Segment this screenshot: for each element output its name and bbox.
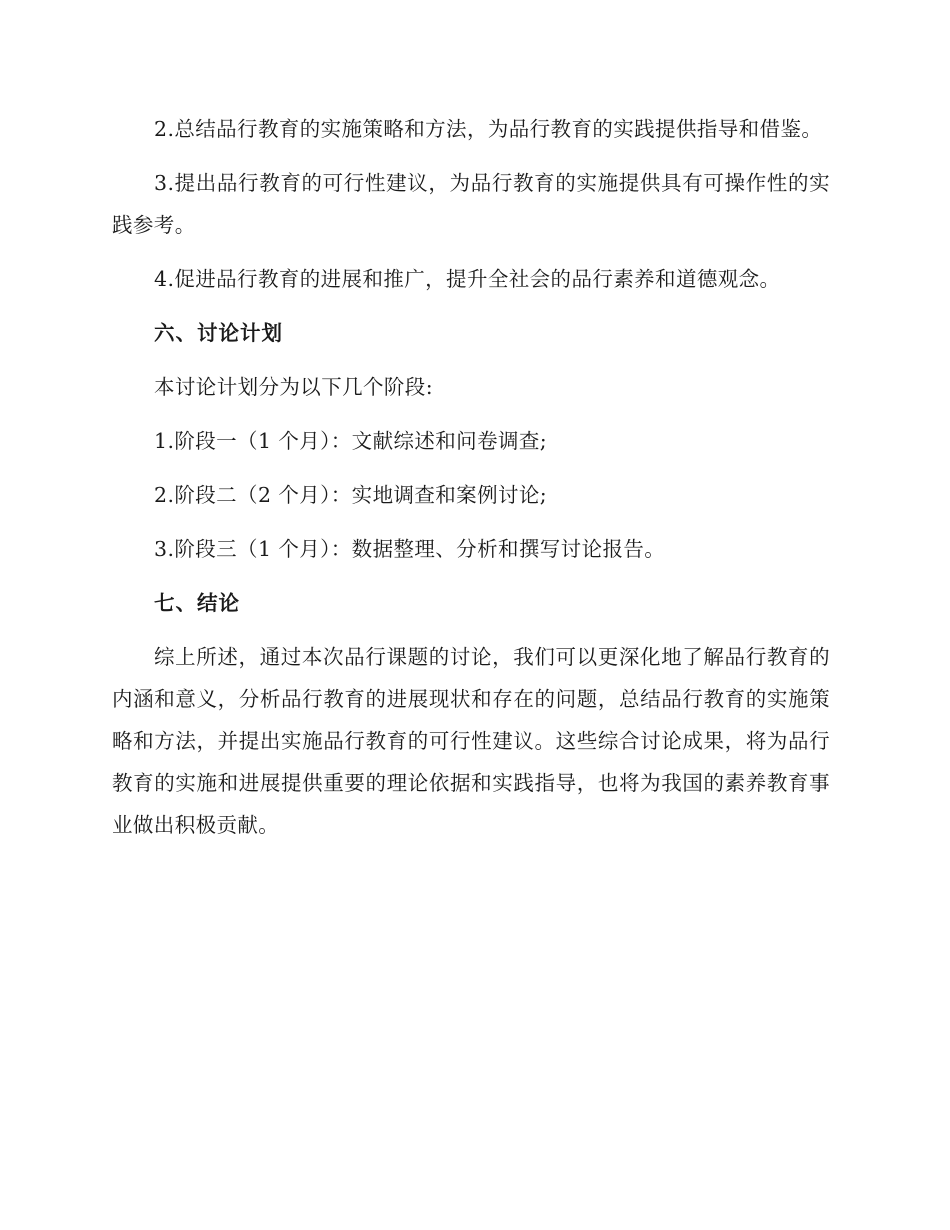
plan-stage-1: 1.阶段一（1 个月）：文献综述和问卷调查;: [154, 429, 548, 453]
objective-item-2: 2.总结品行教育的实施策略和方法，为品行教育的实践提供指导和借鉴。: [154, 117, 823, 141]
objective-item-4: 4.促进品行教育的进展和推广，提升全社会的品行素养和道德观念。: [154, 267, 781, 291]
section-heading-conclusion: 七、结论: [154, 591, 240, 615]
document-body: [112, 108, 830, 858]
conclusion-paragraph: 综上所述，通过本次品行课题的讨论，我们可以更深化地了解品行教育的内涵和意义，分析品行教育的进展现状和存在的问题，总结品行教育的实施策略和方法，并提出实施品行教育的可行性建议。这些综合讨论成果，将为品行教育的实施和进展提供重要的理论依据和实践指导，也将为我国的素养教育事业做出积极贡献。: [112, 645, 830, 837]
objective-item-3: 3.提出品行教育的可行性建议，为品行教育的实施提供具有可操作性的实践参考。: [112, 171, 830, 237]
plan-intro: 本讨论计划分为以下几个阶段:: [154, 375, 434, 399]
plan-stage-2: 2.阶段二（2 个月）：实地调查和案例讨论;: [154, 483, 548, 507]
section-heading-plan: 六、讨论计划: [154, 321, 283, 345]
plan-stage-3: 3.阶段三（1 个月）：数据整理、分析和撰写讨论报告。: [154, 537, 666, 561]
